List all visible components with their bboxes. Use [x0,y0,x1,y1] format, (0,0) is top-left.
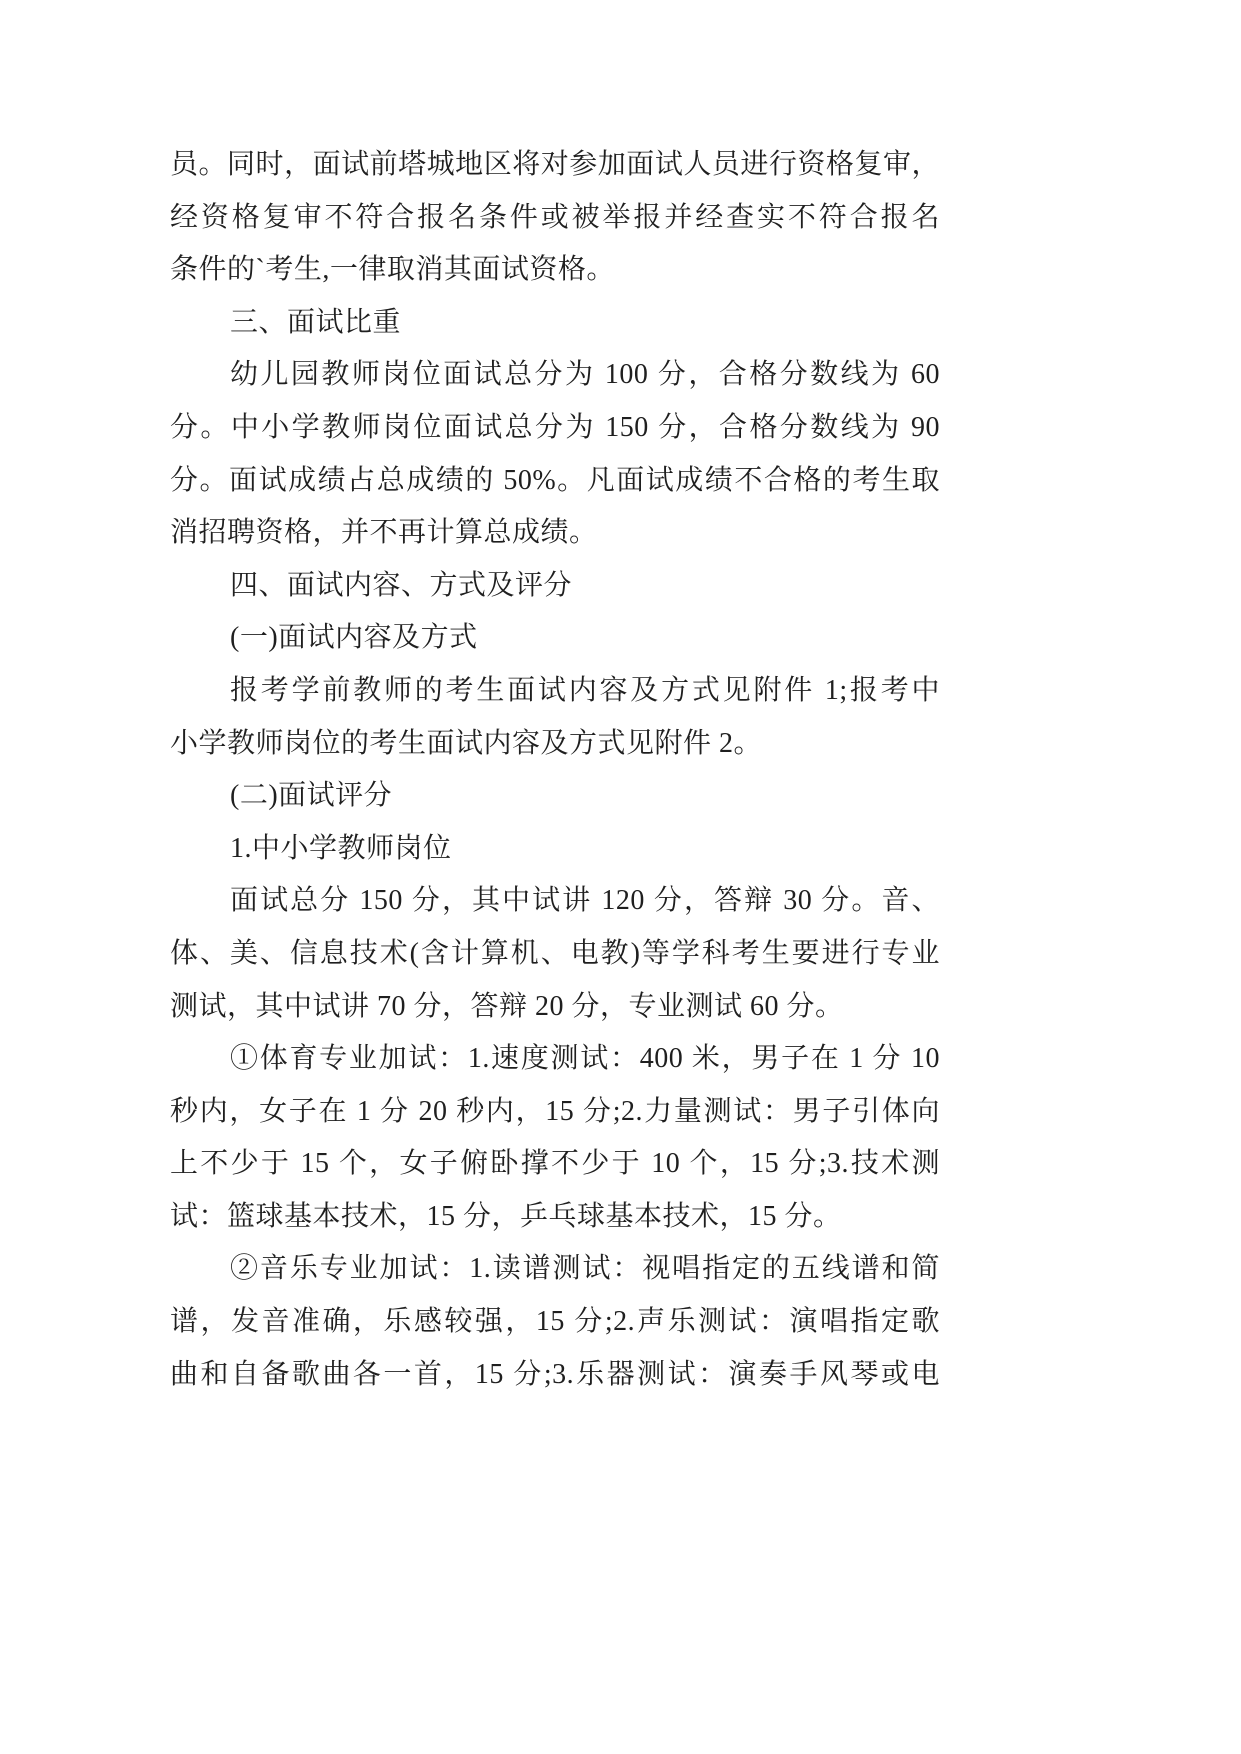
text-line: 员。同时，面试前塔城地区将对参加面试人员进行资格复审， [170,149,940,180]
text-line: 消招聘资格，并不再计算总成绩。 [170,517,598,549]
text-line: 上不少于 15 个，女子俯卧撑不少于 10 个，15 分;3.技术测 [170,1148,940,1180]
subsection-heading-scoring [170,770,940,823]
text-line: 条件的`考生,一律取消其面试资格。 [170,254,615,286]
text-line: 经资格复审不符合报名条件或被举报并经查实不符合报名 [170,201,940,233]
text-line: ②音乐专业加试：1.读谱测试：视唱指定的五线谱和简 [230,1253,940,1285]
text-line: 幼儿园教师岗位面试总分为 100 分，合格分数线为 60 [230,359,940,391]
paragraph-pe-test [170,1033,940,1243]
heading-text: 三、面试比重 [230,306,402,338]
text-line: 测试，其中试讲 70 分，答辩 20 分，专业测试 60 分。 [170,990,844,1022]
paragraph-qualification-review [170,139,940,297]
text-line: 面试总分 150 分，其中试讲 120 分，答辩 30 分。音、 [230,885,940,917]
heading-text: 四、面试内容、方式及评分 [230,569,573,601]
item-heading-primary-secondary [170,823,940,876]
section-heading-interview-content [170,560,940,613]
text-line: 秒内，女子在 1 分 20 秒内，15 分;2.力量测试：男子引体向 [170,1095,940,1127]
text-line: 谱，发音准确，乐感较强，15 分;2.声乐测试：演唱指定歌 [170,1306,940,1338]
document-body [170,139,940,1401]
text-line: 报考学前教师的考生面试内容及方式见附件 1;报考中 [230,674,940,706]
paragraph-attachments [170,665,940,770]
subsection-heading-content-method [170,612,940,665]
text-line: 分。面试成绩占总成绩的 50%。凡面试成绩不合格的考生取 [170,464,940,496]
paragraph-score-breakdown [170,875,940,1033]
text-line: 试：篮球基本技术，15 分，乒乓球基本技术，15 分。 [170,1200,842,1232]
paragraph-music-test [170,1243,940,1401]
text-line: 体、美、信息技术(含计算机、电教)等学科考生要进行专业 [170,937,940,969]
paragraph-interview-scores [170,349,940,559]
text-line: 小学教师岗位的考生面试内容及方式见附件 2。 [170,727,763,759]
text-line: 曲和自备歌曲各一首，15 分;3.乐器测试：演奏手风琴或电 [170,1358,940,1390]
heading-text: 1.中小学教师岗位 [230,832,452,864]
text-line: 分。中小学教师岗位面试总分为 150 分，合格分数线为 90 [170,411,940,443]
heading-text: (一)面试内容及方式 [230,622,478,654]
section-heading-interview-weight [170,297,940,350]
heading-text: (二)面试评分 [230,780,393,812]
text-line: ①体育专业加试：1.速度测试：400 米，男子在 1 分 10 [230,1043,940,1075]
